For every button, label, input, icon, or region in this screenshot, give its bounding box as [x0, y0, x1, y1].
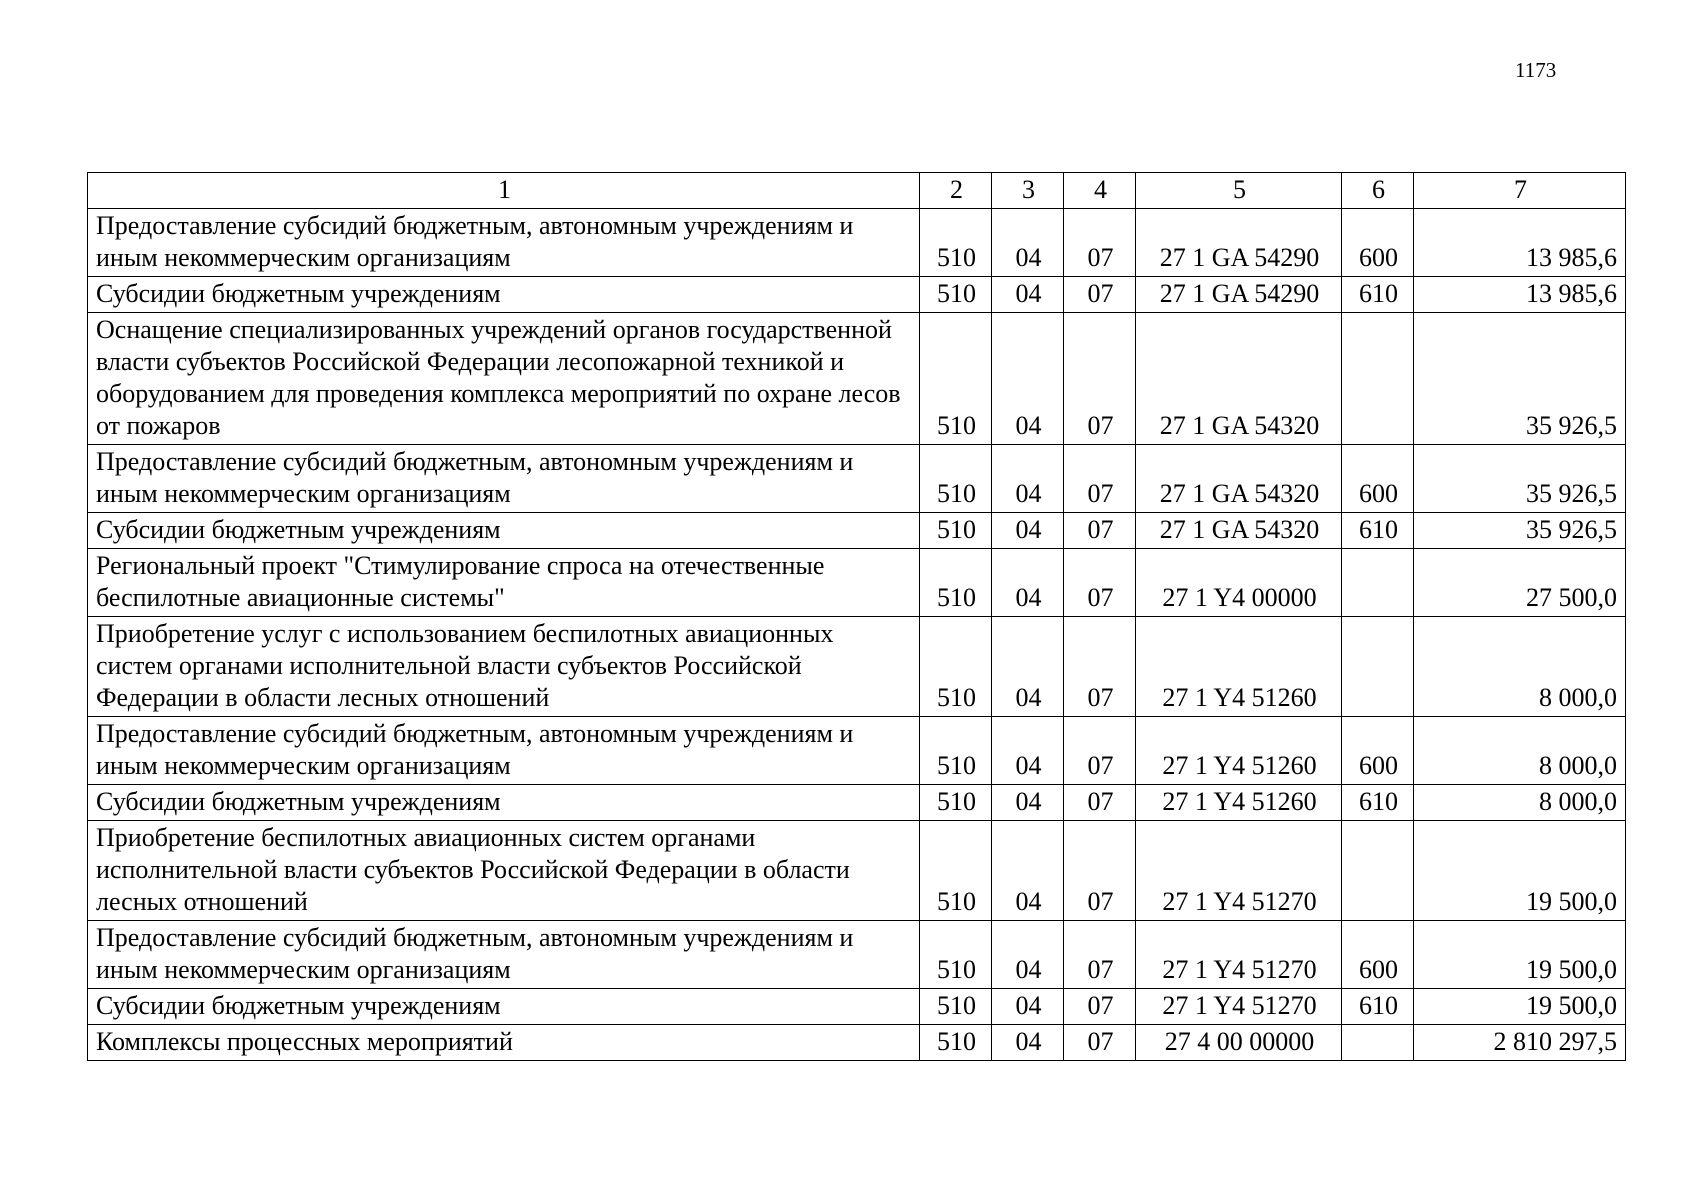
subsection-code-cell: 07	[1064, 209, 1136, 277]
amount-cell: 8 000,0	[1414, 717, 1626, 785]
expense-type-code-cell: 600	[1342, 209, 1414, 277]
table-row	[88, 617, 1626, 717]
column-header-4: 4	[1064, 173, 1136, 209]
section-code-cell: 04	[992, 989, 1064, 1025]
expense-type-code-cell: 610	[1342, 277, 1414, 313]
item-name-cell: Субсидии бюджетным учреждениям	[88, 785, 920, 821]
column-header-3: 3	[992, 173, 1064, 209]
expense-type-code-cell: 600	[1342, 921, 1414, 989]
target-article-code-cell: 27 1 Y4 51260	[1136, 717, 1342, 785]
target-article-code-cell: 27 1 Y4 51260	[1136, 617, 1342, 717]
item-name-cell: Региональный проект "Стимулирование спроса на отечественные беспилотные авиационные системы"	[88, 549, 920, 617]
ministry-code-cell: 510	[920, 617, 992, 717]
ministry-code-cell: 510	[920, 717, 992, 785]
section-code-cell: 04	[992, 717, 1064, 785]
section-code-cell: 04	[992, 513, 1064, 549]
page-number: 1173	[1515, 58, 1557, 82]
item-name-cell: Предоставление субсидий бюджетным, автономным учреждениям и иным некоммерческим организациям	[88, 921, 920, 989]
budget-table	[87, 172, 1626, 1061]
ministry-code-cell: 510	[920, 921, 992, 989]
section-code-cell: 04	[992, 445, 1064, 513]
subsection-code-cell: 07	[1064, 549, 1136, 617]
table-row	[88, 989, 1626, 1025]
amount-cell: 2 810 297,5	[1414, 1025, 1626, 1061]
amount-cell: 35 926,5	[1414, 513, 1626, 549]
item-name-cell: Предоставление субсидий бюджетным, автономным учреждениям и иным некоммерческим организациям	[88, 717, 920, 785]
target-article-code-cell: 27 1 GA 54290	[1136, 277, 1342, 313]
table-row	[88, 1025, 1626, 1061]
ministry-code-cell: 510	[920, 313, 992, 445]
section-code-cell: 04	[992, 617, 1064, 717]
expense-type-code-cell: 610	[1342, 513, 1414, 549]
table-row	[88, 313, 1626, 445]
expense-type-code-cell: 600	[1342, 717, 1414, 785]
subsection-code-cell: 07	[1064, 1025, 1136, 1061]
table-row	[88, 209, 1626, 277]
item-name-cell: Субсидии бюджетным учреждениям	[88, 513, 920, 549]
item-name-cell: Приобретение беспилотных авиационных систем органами исполнительной власти субъектов Российской Федерации в области лесных отношений	[88, 821, 920, 921]
target-article-code-cell: 27 1 Y4 51260	[1136, 785, 1342, 821]
target-article-code-cell: 27 1 GA 54320	[1136, 313, 1342, 445]
column-header-5: 5	[1136, 173, 1342, 209]
ministry-code-cell: 510	[920, 989, 992, 1025]
table-row	[88, 549, 1626, 617]
item-name-cell: Субсидии бюджетным учреждениям	[88, 277, 920, 313]
target-article-code-cell: 27 1 GA 54320	[1136, 513, 1342, 549]
section-code-cell: 04	[992, 821, 1064, 921]
ministry-code-cell: 510	[920, 445, 992, 513]
column-header-2: 2	[920, 173, 992, 209]
section-code-cell: 04	[992, 313, 1064, 445]
amount-cell: 27 500,0	[1414, 549, 1626, 617]
item-name-cell: Предоставление субсидий бюджетным, автономным учреждениям и иным некоммерческим организациям	[88, 209, 920, 277]
subsection-code-cell: 07	[1064, 277, 1136, 313]
section-code-cell: 04	[992, 209, 1064, 277]
table-row	[88, 445, 1626, 513]
amount-cell: 13 985,6	[1414, 277, 1626, 313]
target-article-code-cell: 27 1 Y4 00000	[1136, 549, 1342, 617]
subsection-code-cell: 07	[1064, 785, 1136, 821]
target-article-code-cell: 27 1 GA 54320	[1136, 445, 1342, 513]
expense-type-code-cell	[1342, 617, 1414, 717]
amount-cell: 35 926,5	[1414, 445, 1626, 513]
ministry-code-cell: 510	[920, 1025, 992, 1061]
item-name-cell: Приобретение услуг с использованием беспилотных авиационных систем органами исполнительной власти субъектов Российской Федерации в области лесных отношений	[88, 617, 920, 717]
item-name-cell: Субсидии бюджетным учреждениям	[88, 989, 920, 1025]
subsection-code-cell: 07	[1064, 445, 1136, 513]
item-name-cell: Предоставление субсидий бюджетным, автономным учреждениям и иным некоммерческим организациям	[88, 445, 920, 513]
ministry-code-cell: 510	[920, 209, 992, 277]
table-row	[88, 513, 1626, 549]
table-row	[88, 717, 1626, 785]
amount-cell: 35 926,5	[1414, 313, 1626, 445]
column-header-1: 1	[88, 173, 920, 209]
amount-cell: 8 000,0	[1414, 617, 1626, 717]
table-row	[88, 821, 1626, 921]
target-article-code-cell: 27 4 00 00000	[1136, 1025, 1342, 1061]
table-header-row	[88, 173, 1626, 209]
subsection-code-cell: 07	[1064, 617, 1136, 717]
section-code-cell: 04	[992, 921, 1064, 989]
subsection-code-cell: 07	[1064, 989, 1136, 1025]
ministry-code-cell: 510	[920, 277, 992, 313]
table-row	[88, 921, 1626, 989]
subsection-code-cell: 07	[1064, 313, 1136, 445]
subsection-code-cell: 07	[1064, 717, 1136, 785]
expense-type-code-cell	[1342, 1025, 1414, 1061]
subsection-code-cell: 07	[1064, 921, 1136, 989]
target-article-code-cell: 27 1 Y4 51270	[1136, 989, 1342, 1025]
expense-type-code-cell	[1342, 821, 1414, 921]
column-header-6: 6	[1342, 173, 1414, 209]
item-name-cell: Комплексы процессных мероприятий	[88, 1025, 920, 1061]
section-code-cell: 04	[992, 549, 1064, 617]
item-name-cell: Оснащение специализированных учреждений органов государственной власти субъектов Российской Федерации лесопожарной техникой и оборудованием для проведения комплекса мероприятий по охране лесов от пожаров	[88, 313, 920, 445]
section-code-cell: 04	[992, 277, 1064, 313]
expense-type-code-cell: 600	[1342, 445, 1414, 513]
amount-cell: 8 000,0	[1414, 785, 1626, 821]
amount-cell: 19 500,0	[1414, 989, 1626, 1025]
expense-type-code-cell	[1342, 313, 1414, 445]
amount-cell: 13 985,6	[1414, 209, 1626, 277]
subsection-code-cell: 07	[1064, 513, 1136, 549]
ministry-code-cell: 510	[920, 549, 992, 617]
amount-cell: 19 500,0	[1414, 921, 1626, 989]
target-article-code-cell: 27 1 GA 54290	[1136, 209, 1342, 277]
expense-type-code-cell: 610	[1342, 785, 1414, 821]
table-row	[88, 785, 1626, 821]
amount-cell: 19 500,0	[1414, 821, 1626, 921]
section-code-cell: 04	[992, 785, 1064, 821]
ministry-code-cell: 510	[920, 785, 992, 821]
subsection-code-cell: 07	[1064, 821, 1136, 921]
target-article-code-cell: 27 1 Y4 51270	[1136, 821, 1342, 921]
expense-type-code-cell	[1342, 549, 1414, 617]
section-code-cell: 04	[992, 1025, 1064, 1061]
target-article-code-cell: 27 1 Y4 51270	[1136, 921, 1342, 989]
column-header-7: 7	[1414, 173, 1626, 209]
expense-type-code-cell: 610	[1342, 989, 1414, 1025]
ministry-code-cell: 510	[920, 513, 992, 549]
ministry-code-cell: 510	[920, 821, 992, 921]
table-row	[88, 277, 1626, 313]
